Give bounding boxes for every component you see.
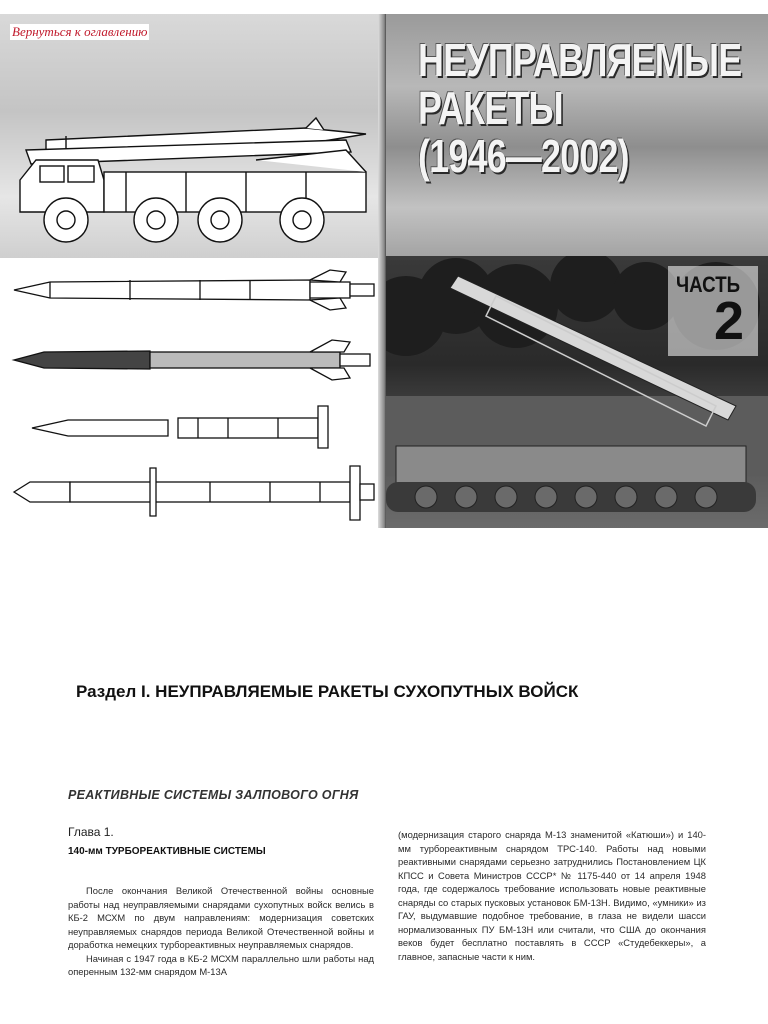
launcher-truck-drawing <box>6 100 382 250</box>
paragraph: (модернизация старого снаряда М-13 знаменитой «Катюши») и 140-мм турбореактивным снарядом ТРС-140. Работы над новыми реактивными снарядами серьезно затруднились Постановлением ЦК КПСС и Совета Министров СССР* № 1175-440 от 14 апреля 1948 года, где содержалось требование использовать новые реактивные снаряды со старых пусковых установок БМ-13Н. Видимо, «умники» из ГАУ, выдумавшие подобное требование, в глаза не видели шасси нормализованных ПУ БМ-13Н или считали, что США до окончания веков будет бесплатно поставлять в СССР «Студебеккеры», а главное, запасные части к ним. <box>398 829 706 962</box>
part-label: ЧАСТЬ <box>676 272 741 297</box>
rocket-drawing-1 <box>10 268 380 312</box>
subsection-title: РЕАКТИВНЫЕ СИСТЕМЫ ЗАЛПОВОГО ОГНЯ <box>68 788 359 802</box>
cover-title-line-3: (1946—2002) <box>418 130 629 182</box>
chapter-title: 140-мм ТУРБОРЕАКТИВНЫЕ СИСТЕМЫ <box>68 846 266 857</box>
chapter-label: Глава 1. <box>68 825 114 839</box>
cover-title-line-1: НЕУПРАВЛЯЕМЫЕ <box>418 34 742 86</box>
text-column-left <box>68 884 374 979</box>
cover-back-illustrations <box>0 0 386 528</box>
rocket-drawing-4 <box>10 462 380 524</box>
back-to-contents-link[interactable]: Вернуться к оглавлению <box>12 24 148 39</box>
section-heading: Раздел I. НЕУПРАВЛЯЕМЫЕ РАКЕТЫ СУХОПУТНЫХ ВОЙСК <box>76 682 579 701</box>
text-column-right <box>398 828 706 963</box>
cover-title <box>418 36 741 180</box>
cover-title-line-2: РАКЕТЫ <box>418 82 563 134</box>
part-number: 2 <box>714 291 745 351</box>
paragraph: Начиная с 1947 года в КБ-2 МСХМ параллельно шли работы над оперенным 132-мм снарядом М-13А <box>68 952 374 977</box>
paragraph: После окончания Великой Отечественной войны основные работы над неуправляемыми снарядами сухопутных войск велись в КБ-2 МСХМ по двум направлениям: модернизация советских неуправляемых снарядов периода Великой Отечественной войны и доработка немецких турбореактивных неуправляемых снарядов. <box>68 885 374 950</box>
rocket-drawing-3 <box>28 402 348 452</box>
rocket-drawing-2 <box>10 338 380 382</box>
